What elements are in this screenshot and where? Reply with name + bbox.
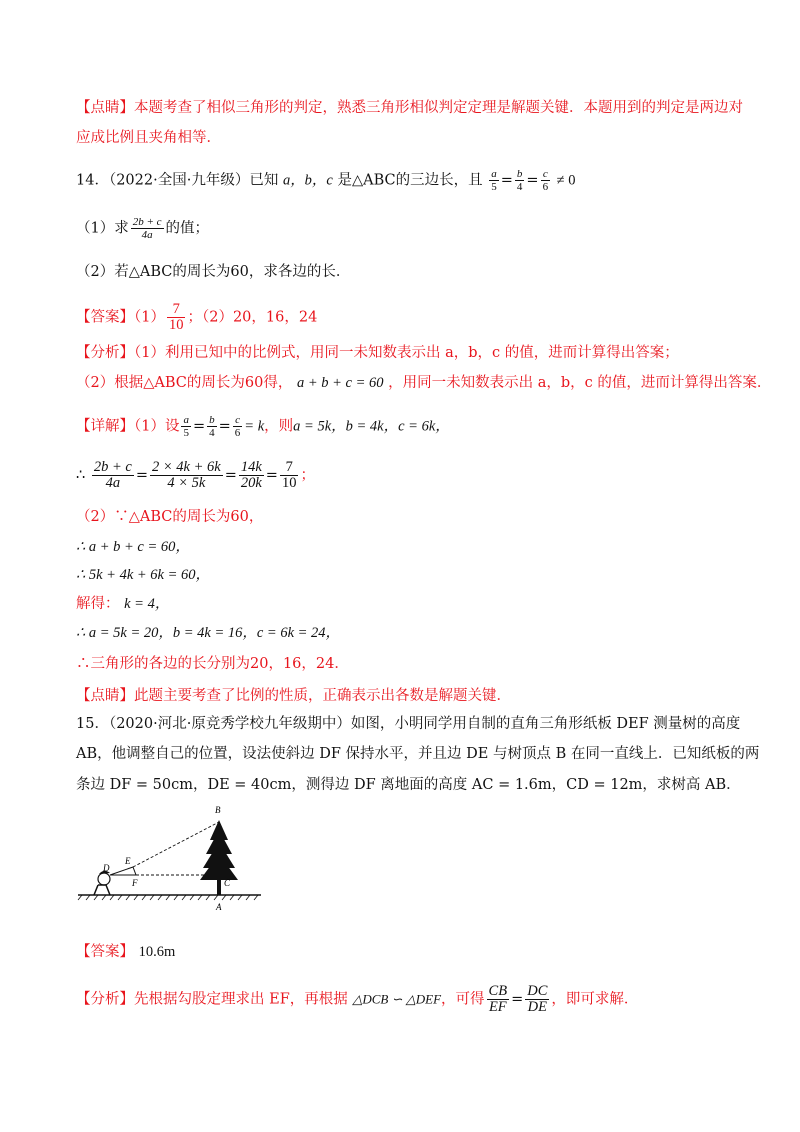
solve-label: 解得： [76, 596, 120, 612]
detail-14-step5 [76, 594, 169, 614]
label-a: A [216, 902, 222, 912]
fx15-post: ，即可求解． [551, 991, 639, 1008]
xj14-then: ，则 [264, 418, 294, 435]
question-14-part1 [76, 216, 209, 241]
q14-ne: ≠ 0 [556, 172, 576, 189]
question-15-line2: AB，他调整自己的位置，设法使斜边 DF 保持水平，并且边 DE 与树顶点 B 在同一直线上．已知纸板的两 [76, 746, 760, 762]
frac-set-c6: $\frac{c}{6}$ [234, 414, 241, 439]
question-14-part2: （2）若△ABC的周长为60，求各边的长． [76, 264, 351, 280]
analysis-14-line1: 【分析】（1）利用已知中的比例式，用同一未知数表示出 a，b，c 的值，进而计算得出答案； [76, 345, 679, 361]
frac-answer-7-10: $\frac{7}{10}$ [168, 301, 184, 333]
detail-14-line1: 【详解】（1）设 $\frac{a}{5}$ = $\frac{b}{4}$ = $\frac{c}{6}$ = k，则a = 5k，b = 4k，c = 6k， [76, 414, 450, 439]
q14-vars: a，b，c [282, 172, 333, 189]
k-eq: = k [244, 418, 265, 435]
question-14: 14．（2022·全国·九年级）已知 a，b，c 是△ABC的三边长，且 $\frac{a}{5}$ = $\frac{b}{4}$ = $\frac{c}{6}$ ≠ 0 [76, 168, 576, 193]
answer-label: 【答案】 [76, 309, 134, 326]
answer-14-p2: ；（2）20，16，24 [187, 309, 318, 326]
frac-a5: $\frac{a}{5}$ [491, 168, 497, 193]
frac-q1: $\frac{2b + c}{4a}$ [132, 216, 162, 241]
frac-dc-de: $\frac{DC}{DE}$ [527, 983, 548, 1015]
therefore: ∴ [76, 467, 86, 484]
question-15-line3: 条边 DF = 50cm，DE = 40cm，测得边 DF 离地面的高度 AC = 1.6m，CD = 12m，求树高 AB． [76, 777, 741, 793]
q14-1-pre: （1）求 [76, 220, 129, 237]
xj14-vals: a = 5k，b = 4k，c = 6k， [293, 418, 450, 435]
comment-14: 【点睛】此题主要考查了比例的性质，正确表示出各数是解题关键． [76, 688, 511, 704]
xj14-pre: 【详解】（1）设 [76, 418, 180, 435]
fx14-b-post: ，用同一未知数表示出 a，b，c 的值，进而计算得出答案． [388, 375, 772, 391]
detail-14-step2: （2）∵△ABC的周长为60， [76, 509, 264, 525]
comment-13-line1: 【点睛】本题考查了相似三角形的判定，熟悉三角形相似判定定理是解题关键．本题用到的判定是两边对 [76, 100, 743, 116]
label-d: D [103, 863, 110, 873]
person-icon [94, 871, 110, 895]
frac-calc-2: $\frac{2 \times 4k + 6k}{4 \times 5k}$ [151, 459, 221, 491]
detail-14-step7: ∴三角形的各边的长分别为20，16，24． [76, 656, 349, 672]
analysis-15: 【分析】先根据勾股定理求出 EF，再根据 △DCB ∽ △DEF，可得 $\frac{CB}{EF}$ = $\frac{DC}{DE}$ ，即可求解． [76, 983, 639, 1015]
answer-15-value: 10.6m [138, 944, 176, 960]
fx15-mid: ，可得 [441, 991, 485, 1008]
triangle-def [110, 867, 136, 875]
question-15-line1: 15．（2020·河北·原竞秀学校九年级期中）如图，小明同学用自制的直角三角形纸板 DEF 测量树的高度 [76, 716, 741, 732]
frac-b4: $\frac{b}{4}$ [516, 168, 523, 193]
label-b: B [215, 805, 221, 815]
frac-set-b4: $\frac{b}{4}$ [209, 414, 215, 439]
frac-set-a5: $\frac{a}{5}$ [183, 414, 189, 439]
answer-14-p1: （1） [134, 309, 165, 326]
label-c: C [224, 878, 231, 888]
fx14-b-pre: （2）根据△ABC的周长为60得， [76, 375, 293, 391]
calc-end: ； [300, 467, 315, 484]
answer-15-label: 【答案】 [76, 944, 134, 960]
frac-calc-1: $\frac{2b + c}{4a}$ [93, 459, 132, 491]
detail-14-calc: ∴ $\frac{2b + c}{4a}$ = $\frac{2 \times 4k + 6k}{4 \times 5k}$ = $\frac{14k}{20k}$ = $\frac{7}{10}$ ； [76, 459, 315, 491]
frac-calc-3: $\frac{14k}{20k}$ [240, 459, 262, 491]
detail-14-step4: ∴ 5k + 4k + 6k = 60， [76, 567, 211, 583]
fx15-pre: 【分析】先根据勾股定理求出 EF，再根据 [76, 991, 348, 1008]
detail-14-step6: ∴ a = 5k = 20，b = 4k = 16，c = 6k = 24， [76, 625, 341, 641]
detail-14-step3: ∴ a + b + c = 60， [76, 539, 190, 555]
q14-mid: 是△ABC的三边长，且 [337, 172, 483, 189]
frac-cb-ef: $\frac{CB}{EF}$ [488, 983, 508, 1015]
tree-measurement-figure [76, 800, 266, 918]
sight-line [133, 822, 219, 867]
label-f: F [132, 878, 138, 888]
tree-icon [200, 820, 238, 895]
frac-calc-4: $\frac{7}{10}$ [281, 459, 297, 491]
solve-math: k = 4， [124, 596, 170, 612]
answer-14 [76, 302, 317, 333]
frac-c6: $\frac{c}{6}$ [542, 168, 549, 193]
label-e: E [125, 856, 131, 866]
q14-head: 14．（2022·全国·九年级）已知 [76, 172, 279, 189]
fx15-sim: △DCB ∽ △DEF [352, 991, 442, 1007]
comment-13-line2: 应成比例且夹角相等． [76, 130, 221, 146]
q14-1-post: 的值； [165, 220, 210, 237]
answer-15 [76, 942, 175, 962]
fx14-b-math: a + b + c = 60 [296, 375, 384, 391]
analysis-14-line2 [76, 373, 771, 393]
